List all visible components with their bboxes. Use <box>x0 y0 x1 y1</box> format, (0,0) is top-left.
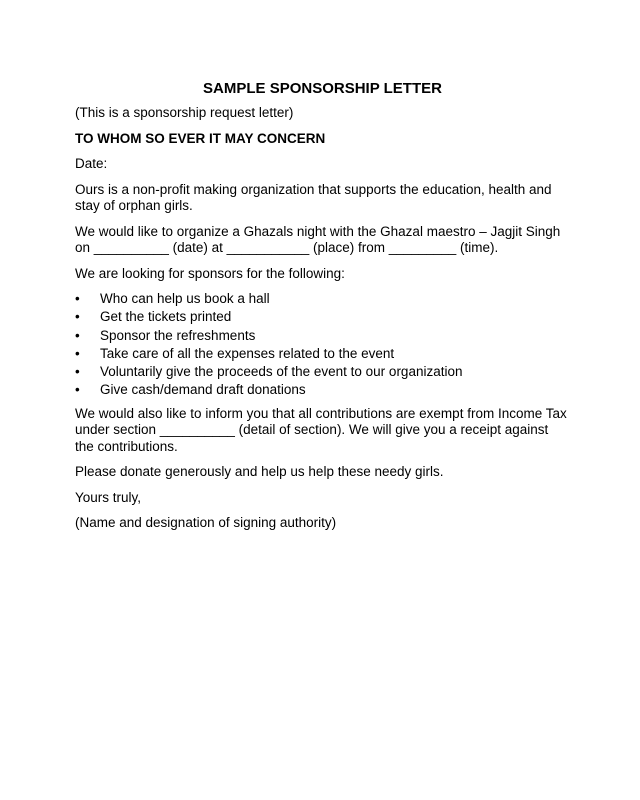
donate-paragraph: Please donate generously and help us help these needy girls. <box>75 464 444 480</box>
list-item <box>75 309 570 326</box>
list-item-text: Voluntarily give the proceeds of the event to our organization <box>100 364 463 380</box>
bullet-icon: • <box>75 309 80 325</box>
list-item-text: Sponsor the refreshments <box>100 327 256 343</box>
list-item-text: Take care of all the expenses related to the event <box>100 345 395 361</box>
sponsor-needs-list <box>75 291 570 399</box>
bullet-icon: • <box>75 291 80 306</box>
list-item <box>75 364 570 381</box>
intro-paragraph: Ours is a non-profit making organization that supports the education, health and stay of orphan girls. <box>75 181 552 213</box>
list-item <box>75 328 570 345</box>
list-item <box>75 346 570 363</box>
tax-exemption-paragraph: We would also like to inform you that all contributions are exempt from Income Tax under section __________ (detail of section). We will give you a receipt against the contributions. <box>75 405 567 454</box>
letter-title: SAMPLE SPONSORSHIP LETTER <box>203 80 442 97</box>
letter-salutation: TO WHOM SO EVER IT MAY CONCERN <box>75 130 326 146</box>
signature-placeholder: (Name and designation of signing authority) <box>75 515 337 531</box>
event-paragraph: We would like to organize a Ghazals night with the Ghazal maestro – Jagjit Singh on __________ (date) at ___________ (place) from _________ (time). <box>75 223 561 255</box>
sponsors-intro-paragraph: We are looking for sponsors for the following: <box>75 265 345 281</box>
closing-line: Yours truly, <box>75 489 142 505</box>
date-label: Date: <box>75 156 108 171</box>
letter-subtitle: (This is a sponsorship request letter) <box>75 105 294 120</box>
bullet-icon: • <box>75 327 80 343</box>
list-item <box>75 291 570 308</box>
bullet-icon: • <box>75 382 80 398</box>
letter-page <box>75 80 570 541</box>
bullet-icon: • <box>75 364 80 380</box>
list-item-text: Get the tickets printed <box>100 309 232 325</box>
list-item-text: Who can help us book a hall <box>100 291 270 306</box>
bullet-icon: • <box>75 345 80 361</box>
list-item-text: Give cash/demand draft donations <box>100 382 306 398</box>
list-item <box>75 382 570 399</box>
